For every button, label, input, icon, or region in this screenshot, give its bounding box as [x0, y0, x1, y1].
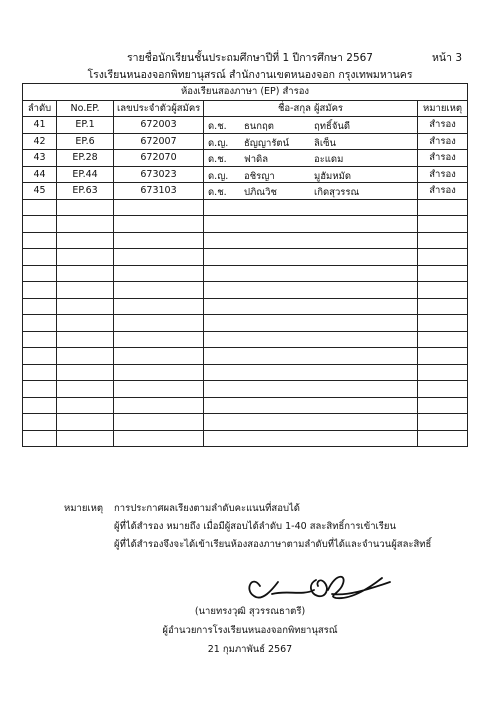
- empty-row: [23, 249, 468, 266]
- remarks-label: หมายเหตุ: [64, 503, 104, 514]
- empty-cell: [23, 364, 57, 381]
- empty-cell: [418, 249, 468, 266]
- row-order: 43: [23, 150, 57, 167]
- table-row: [23, 117, 468, 134]
- empty-cell: [57, 364, 114, 381]
- empty-cell: [57, 265, 114, 282]
- row-remark: สำรอง: [418, 183, 468, 200]
- col-header-ep: No.EP.: [57, 100, 114, 117]
- empty-cell: [23, 216, 57, 233]
- signer-name: (นายทรงวุฒิ สุวรรณธาตรี): [194, 606, 306, 617]
- section-title: ห้องเรียนสองภาษา (EP) สำรอง: [23, 84, 468, 101]
- row-order: 45: [23, 183, 57, 200]
- page-number: หน้า 3: [431, 52, 462, 64]
- empty-cell: [204, 298, 418, 315]
- empty-cell: [204, 331, 418, 348]
- empty-cell: [23, 397, 57, 414]
- empty-cell: [114, 348, 204, 365]
- signer-block: [0, 602, 500, 659]
- empty-cell: [114, 364, 204, 381]
- empty-cell: [114, 397, 204, 414]
- row-name: [204, 183, 418, 200]
- empty-row: [23, 331, 468, 348]
- empty-cell: [204, 249, 418, 266]
- row-remark: สำรอง: [418, 150, 468, 167]
- empty-row: [23, 298, 468, 315]
- empty-cell: [204, 414, 418, 431]
- empty-cell: [23, 282, 57, 299]
- empty-row: [23, 364, 468, 381]
- row-ep-number: EP.63: [57, 183, 114, 200]
- empty-row: [23, 348, 468, 365]
- empty-cell: [23, 249, 57, 266]
- row-applicant-id: 673103: [114, 183, 204, 200]
- row-ep-number: EP.6: [57, 133, 114, 150]
- table-row: [23, 150, 468, 167]
- empty-row: [23, 216, 468, 233]
- empty-cell: [418, 397, 468, 414]
- row-order: 41: [23, 117, 57, 134]
- empty-cell: [114, 232, 204, 249]
- empty-cell: [204, 348, 418, 365]
- col-header-remark: หมายเหตุ: [418, 100, 468, 117]
- empty-cell: [418, 282, 468, 299]
- table-row: [23, 166, 468, 183]
- last-name: ฤทธิ์จันดี: [314, 121, 351, 132]
- empty-row: [23, 430, 468, 447]
- empty-cell: [57, 331, 114, 348]
- table-row: [23, 133, 468, 150]
- header-title: รายชื่อนักเรียนชั้นประถมศึกษาปีที่ 1 ปีการศึกษา 2567: [127, 52, 373, 64]
- empty-cell: [418, 199, 468, 216]
- row-applicant-id: 672007: [114, 133, 204, 150]
- first-name: ธนกฤต: [244, 121, 274, 132]
- empty-cell: [23, 232, 57, 249]
- name-prefix: ด.ช.: [208, 187, 227, 198]
- empty-cell: [418, 216, 468, 233]
- empty-cell: [418, 298, 468, 315]
- empty-cell: [57, 249, 114, 266]
- empty-cell: [57, 397, 114, 414]
- row-applicant-id: 672003: [114, 117, 204, 134]
- empty-cell: [114, 199, 204, 216]
- empty-cell: [114, 298, 204, 315]
- empty-cell: [23, 381, 57, 398]
- name-prefix: ด.ญ.: [208, 170, 229, 182]
- empty-cell: [204, 381, 418, 398]
- last-name: มูฮัมหมัด: [314, 170, 352, 182]
- empty-cell: [57, 414, 114, 431]
- empty-cell: [57, 199, 114, 216]
- empty-cell: [57, 315, 114, 332]
- col-header-name: ชื่อ-สกุล ผู้สมัคร: [204, 100, 418, 117]
- remarks-block: [64, 500, 431, 554]
- row-name: [204, 117, 418, 134]
- row-name: [204, 133, 418, 150]
- empty-cell: [57, 282, 114, 299]
- empty-cell: [418, 315, 468, 332]
- empty-cell: [114, 331, 204, 348]
- empty-cell: [204, 232, 418, 249]
- remarks-line-3: ผู้ที่ได้สำรองจึงจะได้เข้าเรียนห้องสองภาษาตามลำดับที่ได้และจำนวนผู้สละสิทธิ์: [114, 539, 432, 550]
- empty-cell: [418, 265, 468, 282]
- empty-cell: [204, 364, 418, 381]
- empty-cell: [23, 414, 57, 431]
- first-name: อชิรญา: [244, 170, 275, 182]
- empty-cell: [418, 331, 468, 348]
- empty-cell: [57, 216, 114, 233]
- empty-cell: [114, 216, 204, 233]
- empty-cell: [23, 315, 57, 332]
- row-applicant-id: 672070: [114, 150, 204, 167]
- col-header-order: ลำดับ: [23, 100, 57, 117]
- empty-row: [23, 265, 468, 282]
- empty-row: [23, 381, 468, 398]
- col-header-applicant-id: เลขประจำตัวผู้สมัคร: [114, 100, 204, 117]
- last-name: อะแดม: [314, 154, 344, 165]
- empty-cell: [114, 282, 204, 299]
- empty-cell: [23, 298, 57, 315]
- empty-row: [23, 315, 468, 332]
- empty-cell: [114, 249, 204, 266]
- empty-row: [23, 199, 468, 216]
- empty-row: [23, 232, 468, 249]
- empty-row: [23, 397, 468, 414]
- row-order: 44: [23, 166, 57, 183]
- school-name: โรงเรียนหนองจอกพิทยานุสรณ์ สำนักงานเขตหนองจอก กรุงเทพมหานคร: [87, 69, 413, 81]
- first-name: ฟาดิล: [244, 154, 269, 165]
- name-prefix: ด.ช.: [208, 154, 227, 165]
- empty-cell: [204, 282, 418, 299]
- empty-cell: [114, 315, 204, 332]
- table-body: [23, 117, 468, 447]
- remarks-line-1: การประกาศผลเรียงตามลำดับคะแนนที่สอบได้: [114, 503, 300, 514]
- empty-cell: [418, 364, 468, 381]
- empty-cell: [418, 430, 468, 447]
- empty-cell: [57, 232, 114, 249]
- row-order: 42: [23, 133, 57, 150]
- empty-row: [23, 282, 468, 299]
- empty-cell: [114, 414, 204, 431]
- last-name: เกิดสุวรรณ: [314, 187, 360, 198]
- empty-cell: [23, 430, 57, 447]
- row-ep-number: EP.1: [57, 117, 114, 134]
- signer-position: ผู้อำนวยการโรงเรียนหนองจอกพิทยานุสรณ์: [162, 625, 338, 636]
- name-prefix: ด.ช.: [208, 121, 227, 132]
- first-name: ปภิณวิช: [244, 187, 277, 198]
- empty-cell: [23, 331, 57, 348]
- empty-cell: [418, 348, 468, 365]
- empty-cell: [418, 232, 468, 249]
- row-applicant-id: 673023: [114, 166, 204, 183]
- empty-cell: [114, 430, 204, 447]
- empty-cell: [204, 216, 418, 233]
- roster-table: [22, 83, 468, 447]
- empty-row: [23, 414, 468, 431]
- row-ep-number: EP.28: [57, 150, 114, 167]
- empty-cell: [204, 430, 418, 447]
- empty-cell: [204, 397, 418, 414]
- row-ep-number: EP.44: [57, 166, 114, 183]
- row-remark: สำรอง: [418, 117, 468, 134]
- empty-cell: [114, 265, 204, 282]
- empty-cell: [418, 414, 468, 431]
- empty-cell: [23, 348, 57, 365]
- row-remark: สำรอง: [418, 133, 468, 150]
- empty-cell: [57, 348, 114, 365]
- empty-cell: [23, 199, 57, 216]
- table-row: [23, 183, 468, 200]
- row-name: [204, 150, 418, 167]
- signed-date: 21 กุมภาพันธ์ 2567: [207, 644, 293, 655]
- name-prefix: ด.ญ.: [208, 137, 229, 149]
- row-remark: สำรอง: [418, 166, 468, 183]
- empty-cell: [204, 315, 418, 332]
- remarks-line-2: ผู้ที่ได้สำรอง หมายถึง เมื่อมีผู้สอบได้ลำดับ 1-40 สละสิทธิ์การเข้าเรียน: [114, 521, 396, 532]
- empty-cell: [204, 265, 418, 282]
- empty-cell: [418, 381, 468, 398]
- empty-cell: [23, 265, 57, 282]
- first-name: ธัญญารัตน์: [244, 137, 290, 149]
- last-name: ลิเซ็น: [314, 137, 337, 149]
- empty-cell: [57, 381, 114, 398]
- row-name: [204, 166, 418, 183]
- empty-cell: [114, 381, 204, 398]
- empty-cell: [204, 199, 418, 216]
- empty-cell: [57, 430, 114, 447]
- empty-cell: [57, 298, 114, 315]
